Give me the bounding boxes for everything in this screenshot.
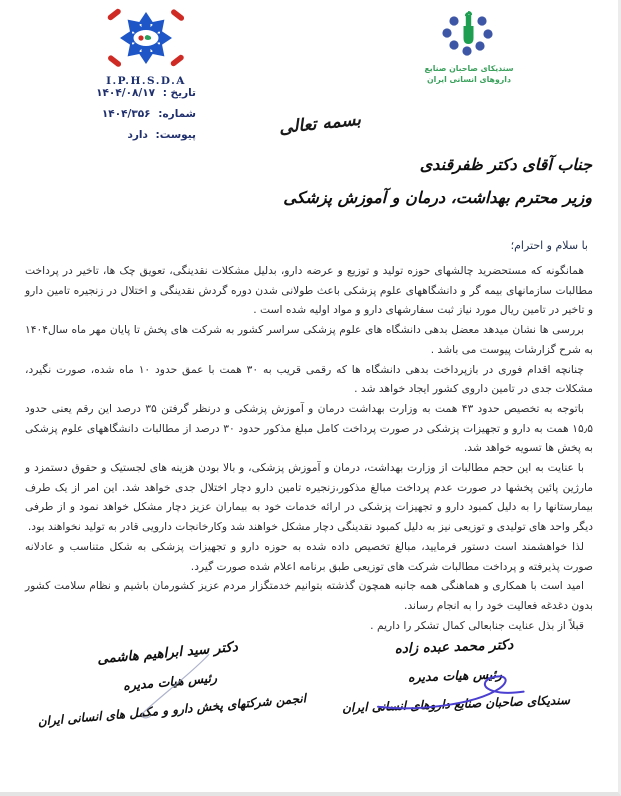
body-paragraph: با عنایت به این حجم مطالبات از وزارت بهداشت، درمان و آموزش پزشکی، و بالا بودن هزینه های لجستیک و حقوق دستمزد و مارژین پائین پخشها در صورت عدم پرداخت مبالغ مذکور،زنجیره تامین دارو دچار اختلال جدی خواهد شد. این امر از یک طرف بیمارستانها را به دلیل کمبود دارو و تجهیزات پزشکی در ارائه خدمات خود به بیماران عزیز دچار مشکل خواهد نمود و از طرفی دیگر واحد های تولیدی و توزیعی نیز به دلیل کمبود نقدینگی دچار مشکل خواهند شد وکارخانجات دارویی قادر به تولید نخواهند بود. (25, 461, 593, 534)
attachment-value: دارد (127, 129, 148, 141)
signatory-org: انجمن شرکتهای پخش دارو و مکمل های انسانی ایران (37, 691, 307, 729)
recipient-block (283, 150, 592, 216)
syndicate-org-line1: سندیکای صاحبان صنایع (424, 64, 514, 73)
body-paragraph: امید است با همکاری و هماهنگی همه جانبه همچون گذشته بتوانیم خدمتگزار مردم عزیز کشورمان باشیم و نظام سلامت کشور بدون دغدغه فعالیت خود را به انجام رساند. (25, 579, 593, 612)
number-value: ۱۴۰۴/۳۵۶ (101, 108, 151, 120)
attachment-label: پیوست: (155, 129, 196, 141)
signatory-name: دکتر سید ابراهیم هاشمی (96, 638, 239, 668)
syndicate-logo (402, 10, 536, 85)
syndicate-org-line2: داروهای انسانی ایران (427, 75, 511, 84)
syndicate-flask-icon (409, 10, 529, 58)
attachment-row (28, 125, 196, 146)
date-label: تاریخ : (162, 87, 196, 99)
date-value: ۱۴۰۴/۰۸/۱۷ (96, 87, 156, 99)
number-row (28, 104, 196, 125)
body-paragraph: چنانچه اقدام فوری در بازپرداخت بدهی دانشگاه ها که رقمی قریب به ۳۰ همت با عمق حدود ۱۰ ماه شده، صورت نگیرد، مشکلات جدی در تامین داروی کشور ایجاد خواهد شد . (25, 362, 593, 396)
iphsda-acronym: I.P.H.S.D.A (106, 75, 186, 87)
body-paragraph: قبلاً از بذل عنایت جنابعالی کمال تشکر را داریم . (370, 618, 584, 632)
letter-body (25, 261, 593, 635)
body-paragraph: لذا خواهشمند است دستور فرمایید، مبالغ تخصیص داده شده به حوزه دارو و تجهیزات پزشکی به شکل متناسب و عادلانه صورت پذیرفته و پرداخت مطالبات شرکت های توزیعی طبق برنامه اعلام شده صورت گیرد. (25, 539, 593, 573)
body-paragraph: بررسی ها نشان میدهد معضل بدهی دانشگاه های علوم پزشکی سراسر کشور به شرکت های پخش تا پایان مهر ماه سال۱۴۰۴ به شرح گزارشات پیوست می باشد . (25, 323, 593, 356)
date-row (28, 83, 196, 104)
signature-block-syndicate (317, 633, 593, 718)
recipient-title: وزیر محترم بهداشت، درمان و آموزش پزشکی (283, 188, 592, 207)
iphsda-logo (94, 8, 198, 87)
besmele-calligraphy: بسمه تعالی (278, 109, 362, 139)
signatory-role: رئیس هیات مدیره (407, 666, 503, 685)
signature-block-association (33, 632, 307, 730)
recipient-name: جناب آقای دکتر ظفرقندی (419, 155, 592, 174)
signatory-org: سندیکای صاحبان صنایع داروهای انسانی ایران (341, 693, 571, 715)
iphsda-star-icon (101, 8, 191, 70)
signatory-name: دکتر محمد عبده زاده (394, 636, 514, 658)
salutation: با سلام و احترام؛ (510, 239, 588, 252)
letter-meta (28, 83, 196, 146)
body-paragraph: همانگونه که مستحضرید چالشهای حوزه تولید و توزیع و عرضه دارو، بدلیل مشکلات نقدینگی، تعویق چک ها، تاخیر در پرداخت مطالبات سازمانهای بیمه گر و دانشگاههای علوم پزشکی باعث طولانی شدن دوره گردش نقدینگی و اختلال در زنجیره تامین دارو و تاخیر در تامین ریال مورد نیاز ثبت سفارشهای دارو و مواد اولیه شده است . (25, 264, 593, 317)
body-paragraph: باتوجه به تخصیص حدود ۴۳ همت به وزارت بهداشت درمان و آموزش پزشکی و درنظر گرفتن ۳۵ درصد این رقم یعنی حدود ۱۵٫۵ همت به دارو و تجهیزات پزشکی در صورت پرداخت کامل مبلغ مذکور حدود ۳۰ درصد از مطالبات دانشگاههای علوم پزشکی به پخش ها تسویه خواهد شد. (25, 401, 593, 455)
syndicate-org-name (402, 63, 536, 85)
signatory-role: رئیس هیات مدیره (122, 669, 218, 694)
number-label: شماره: (158, 108, 196, 120)
